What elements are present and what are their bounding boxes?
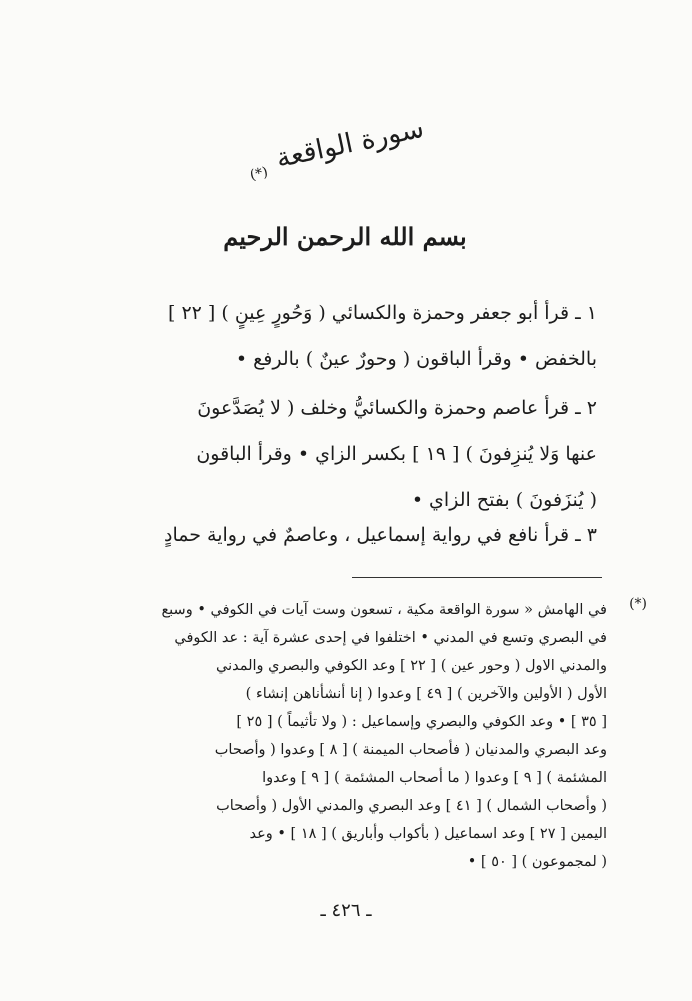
footnote-line: ( لمجموعون ) [ ٥٠ ] •	[467, 854, 607, 870]
text-line: ١ ـ قرأ أبو جعفر وحمزة والكسائي ( وَحُورٍ عِينٍ ) [ ٢٢ ]	[168, 302, 597, 324]
text-line: بالخفض • وقرأ الباقون ( وحورٌ عينٌ ) بالرفع •	[235, 348, 597, 370]
footnote-line: في البصري وتسع في المدني • اختلفوا في إحدى عشرة آية : عد الكوفي	[174, 630, 607, 646]
footnote-reference: (*)	[248, 164, 270, 184]
text-line: ٣ ـ قرأ نافع في رواية إسماعيل ، وعاصمٌ في رواية حمادٍ	[163, 524, 597, 546]
paragraph-3	[87, 512, 597, 558]
basmala: بسم الله الرحمن الرحيم	[223, 222, 467, 251]
footnote-divider	[352, 577, 602, 578]
footnote-block	[77, 596, 647, 876]
footnote-line: الأول ( الأولين والآخرين ) [ ٤٩ ] وعدوا ( إنا أنشأناهن إنشاء )	[245, 686, 607, 702]
footnote-line: [ ٣٥ ] • وعد الكوفي والبصري وإسماعيل : ( ولا تأثيماً ) [ ٢٥ ]	[236, 714, 607, 730]
footnote-line: في الهامش « سورة الواقعة مكية ، تسعون وست آيات في الكوفي • وسبع	[161, 602, 607, 618]
footnote-line: ( وأصحاب الشمال ) [ ٤١ ] وعد البصري والمدني الأول ( وأصحاب	[216, 798, 607, 814]
footnote-line: المشئمة ) [ ٩ ] وعدوا ( ما أصحاب المشئمة ) [ ٩ ] وعدوا	[262, 770, 607, 786]
page-number: ـ ٤٢٦ ـ	[320, 900, 372, 921]
footnote-marker: (*)	[629, 596, 647, 612]
surah-title: سورة الواقعة	[273, 112, 427, 175]
text-line: ( يُنزَفونَ ) بفتح الزاي •	[411, 489, 597, 511]
text-line: ٢ ـ قرأ عاصم وحمزة والكسائيُّ وخلف ( لا يُصَدَّعونَ	[197, 397, 597, 419]
paragraph-2	[87, 385, 597, 523]
paragraph-1	[87, 290, 597, 382]
footnote-line: اليمين [ ٢٧ ] وعد اسماعيل ( بأكواب وأباريق ) [ ١٨ ] • وعد	[249, 826, 607, 842]
footnote-line: والمدني الاول ( وحور عين ) [ ٢٢ ] وعد الكوفي والبصري والمدني	[216, 658, 607, 674]
text-line: عنها وَلا يُنزِفونَ ) [ ١٩ ] بكسر الزاي • وقرأ الباقون	[196, 443, 597, 465]
footnote-line: وعد البصري والمدنيان ( فأصحاب الميمنة ) [ ٨ ] وعدوا ( وأصحاب	[214, 742, 607, 758]
